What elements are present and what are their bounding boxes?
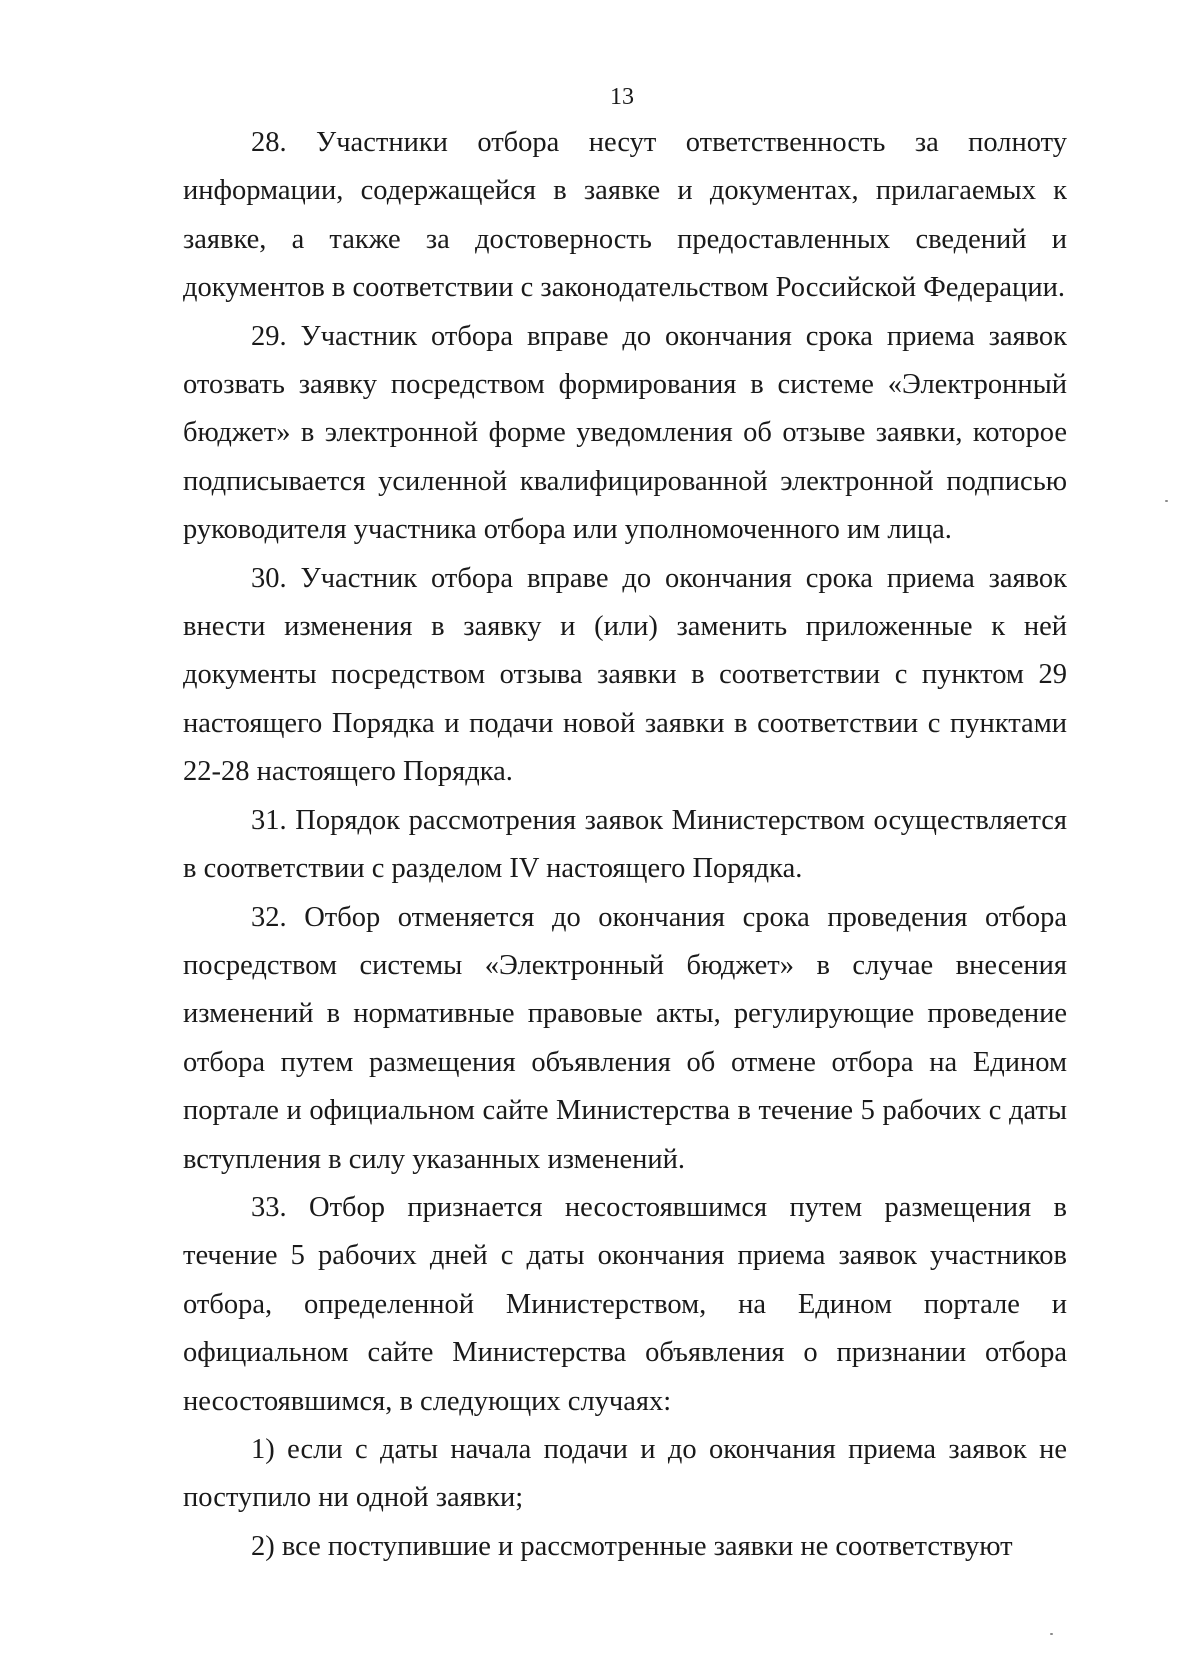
scan-speck <box>1050 1633 1053 1635</box>
paragraph-30: 30. Участник отбора вправе до окончания срока приема заявок внести изменения в заявку и (или) заменить приложенные к ней документы посредством отзыва заявки в соответствии с пунктом 29 настоящего Порядка и подачи новой заявки в соответствии с пунктами 22-28 настоящего Порядка. <box>183 562 1067 788</box>
paragraph-33-item-2: 2) все поступившие и рассмотренные заявки не соответствуют <box>251 1530 1013 1562</box>
paragraph-29: 29. Участник отбора вправе до окончания срока приема заявок отозвать заявку посредством формирования в системе «Электронный бюджет» в электронной форме уведомления об отзыве заявки, которое подписывается усиленной квалифицированной электронной подписью руководителя участника отбора или уполномоченного им лица. <box>183 320 1067 546</box>
paragraph-33: 33. Отбор признается несостоявшимся путем размещения в течение 5 рабочих дней с даты окончания приема заявок участников отбора, определенной Министерством, на Едином портале и официальном сайте Министерства объявления о признании отбора несостоявшимся, в следующих случаях: <box>183 1191 1067 1417</box>
page-number: 13 <box>610 84 634 110</box>
document-body <box>183 119 1067 1571</box>
paragraph-31: 31. Порядок рассмотрения заявок Министерством осуществляется в соответствии с разделом IV настоящего Порядка. <box>183 804 1067 885</box>
scan-speck <box>1165 500 1168 502</box>
paragraph-28: 28. Участники отбора несут ответственность за полноту информации, содержащейся в заявке и документах, прилагаемых к заявке, а также за достоверность предоставленных сведений и документов в соответствии с законодательством Российской Федерации. <box>183 127 1067 304</box>
paragraph-33-item-1: 1) если с даты начала подачи и до окончания приема заявок не поступило ни одной заявки; <box>183 1433 1067 1514</box>
paragraph-32: 32. Отбор отменяется до окончания срока проведения отбора посредством системы «Электронный бюджет» в случае внесения изменений в нормативные правовые акты, регулирующие проведение отбора путем размещения объявления об отмене отбора на Едином портале и официальном сайте Министерства в течение 5 рабочих с даты вступления в силу указанных изменений. <box>183 901 1067 1175</box>
